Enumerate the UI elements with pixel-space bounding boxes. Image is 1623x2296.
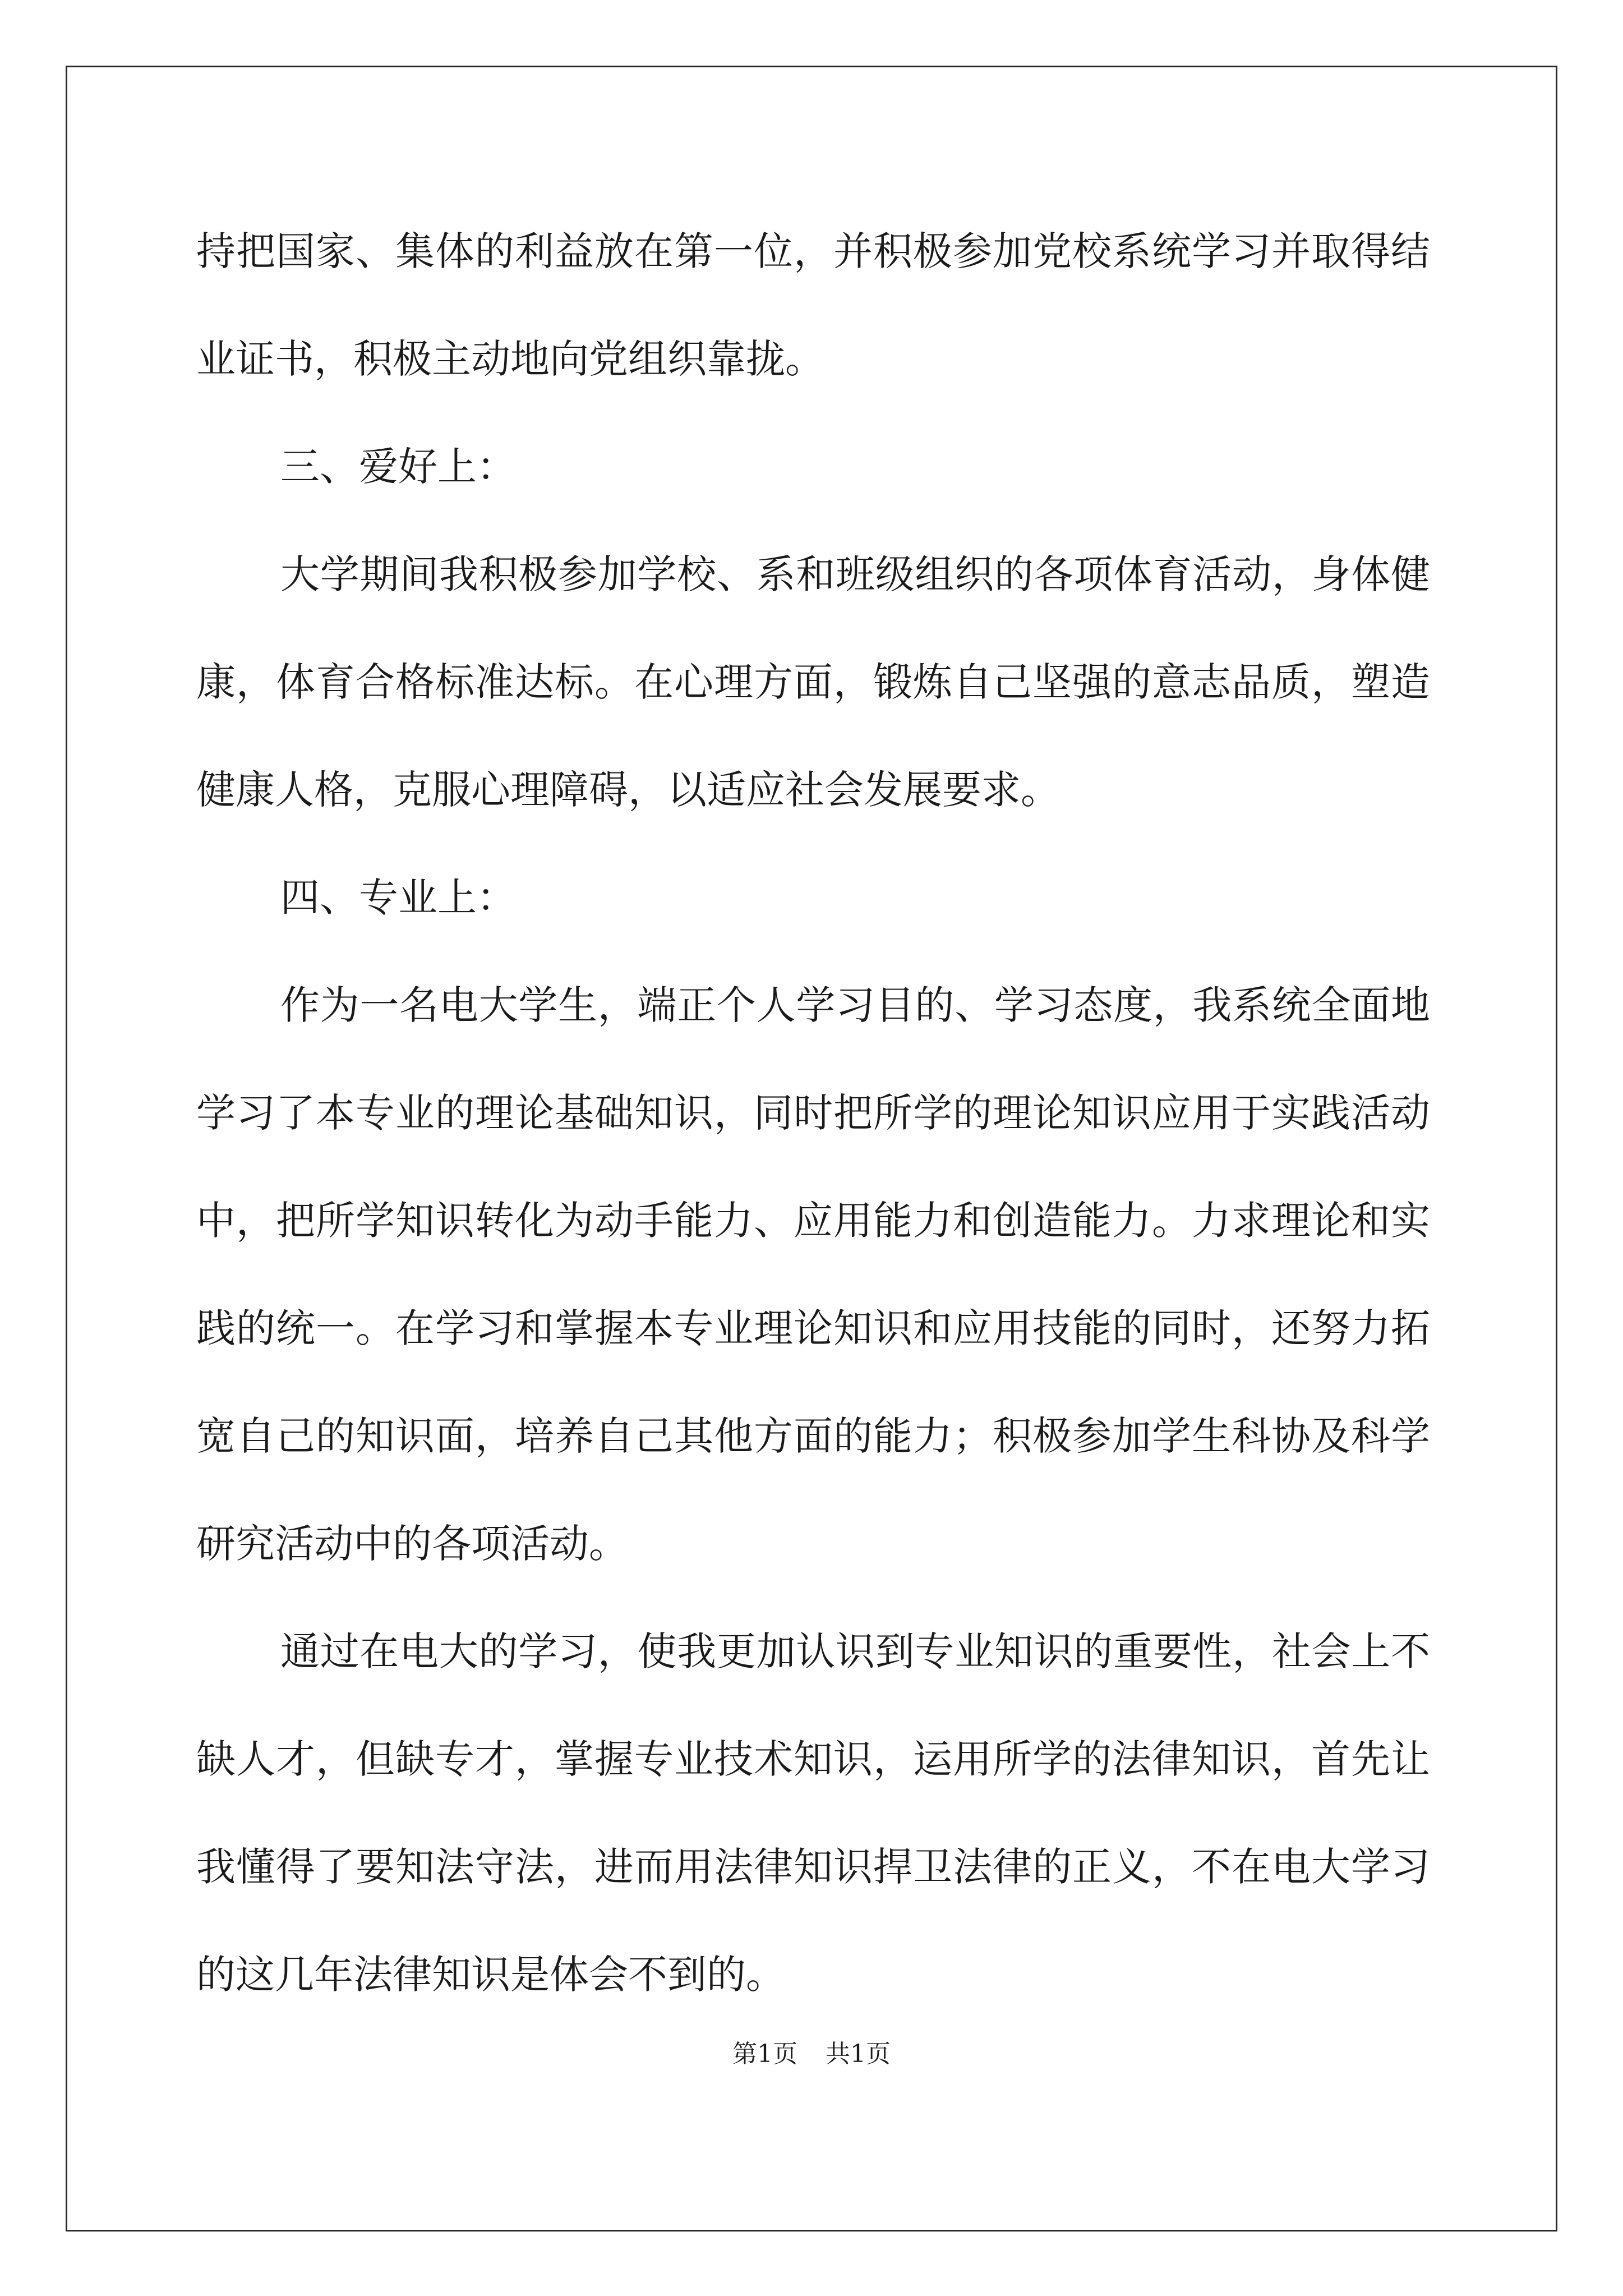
page-footer <box>0 2037 1623 2071</box>
document-body <box>196 197 1430 2028</box>
paragraph-hobbies: 大学期间我积极参加学校、系和班级组织的各项体育活动，身体健康，体育合格标准达标。在心理方面，锻炼自己坚强的意志品质，塑造健康人格，克服心理障碍，以适应社会发展要求。 <box>196 551 1430 813</box>
paragraph-continuation: 持把国家、集体的利益放在第一位，并积极参加党校系统学习并取得结业证书，积极主动地向党组织靠拢。 <box>196 228 1430 382</box>
paragraph-major: 作为一名电大学生，端正个人学习目的、学习态度，我系统全面地学习了本专业的理论基础知识，同时把所学的理论知识应用于实践活动中，把所学知识转化为动手能力、应用能力和创造能力。力求理论和实践的统一。在学习和掌握本专业理论知识和应用技能的同时，还努力拓宽自己的知识面，培养自己其他方面的能力；积极参加学生科协及科学研究活动中的各项活动。 <box>196 982 1430 1567</box>
section-heading-major: 四、专业上： <box>280 875 516 921</box>
page-number: 第1页 <box>732 2040 797 2068</box>
total-pages: 共1页 <box>826 2040 891 2068</box>
paragraph-conclusion: 通过在电大的学习，使我更加认识到专业知识的重要性，社会上不缺人才，但缺专才，掌握专业技术知识，运用所学的法律知识，首先让我懂得了要知法守法，进而用法律知识捍卫法律的正义，不在电大学习的这几年法律知识是体会不到的。 <box>196 1628 1430 1998</box>
section-heading-hobbies: 三、爱好上： <box>280 444 516 490</box>
